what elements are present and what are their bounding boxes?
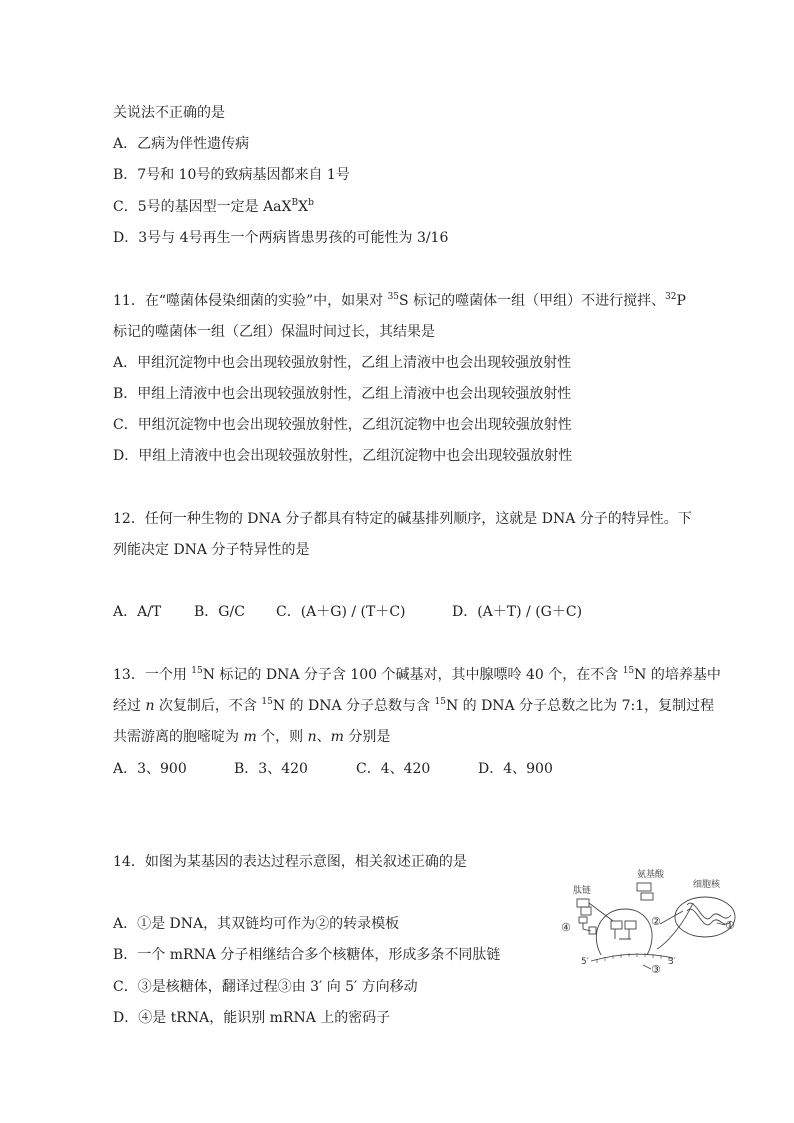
text: 次复制后，不含 [154, 698, 262, 714]
ribosome-outline [596, 909, 652, 955]
text: X [298, 199, 309, 215]
text: C．5号的基因型一定是 AaX [113, 199, 292, 215]
var: m [330, 729, 344, 745]
q11-option-d: D．甲组上清液中也会出现较强放射性，乙组沉淀物中也会出现较强放射性 [113, 448, 573, 464]
trna-stem [615, 929, 631, 939]
sup: 15 [434, 697, 446, 707]
q12-stem-line2: 列能决定 DNA 分子特异性的是 [113, 542, 310, 558]
var: n [145, 698, 155, 714]
q13-stem-line1 [113, 666, 721, 684]
q13-stem-line2 [113, 697, 714, 715]
q10-option-a: A．乙病为伴性遗传病 [113, 136, 250, 152]
q11-option-b: B．甲组上清液中也会出现较强放射性，乙组上清液中也会出现较强放射性 [113, 386, 572, 402]
sup: B [291, 198, 299, 208]
sup: 35 [387, 292, 400, 302]
q10-intro: 关说法不正确的是 [113, 105, 225, 121]
q13-stem-line3 [113, 728, 390, 746]
text: N 的 DNA 分子总数与含 [272, 698, 435, 714]
peptide-block [577, 899, 589, 907]
ribosome-subunit [625, 921, 636, 929]
q14-option-d: D．④是 tRNA，能识别 mRNA 上的密码子 [113, 1010, 391, 1026]
peptide-link [589, 903, 613, 921]
q12-option-c: C．(A＋G) / (T＋C) [276, 604, 406, 620]
label-peptide: 肽链 [573, 886, 592, 896]
label-3prime: 3′ [668, 957, 676, 967]
peptide-block [581, 907, 591, 915]
text: N 的 DNA 分子总数之比为 7:1，复制过程 [445, 698, 715, 714]
q12-stem-line1: 12．任何一种生物的 DNA 分子都具有特定的碱基排列顺序，这就是 DNA 分子的特异性。下 [113, 511, 692, 527]
trna-anticodon [579, 917, 587, 923]
q11-option-c: C．甲组沉淀物中也会出现较强放射性，乙组沉淀物中也会出现较强放射性 [113, 417, 572, 433]
amino-acid-block [637, 883, 651, 891]
text: 共需游离的胞嘧啶为 [113, 729, 244, 745]
var: m [243, 729, 257, 745]
q10-option-d: D．3号与 4号再生一个两病皆患男孩的可能性为 3/16 [113, 230, 449, 246]
q13-option-b: B．3、420 [234, 761, 308, 777]
q11-stem-line1 [113, 292, 686, 310]
sup: 15 [622, 666, 635, 676]
q12-option-a: A．A/T [113, 604, 162, 620]
leader-line-2 [660, 911, 683, 924]
text: N 标记的 DNA 分子含 100 个碱基对，其中腺嘌呤 40 个，在不含 [202, 667, 623, 683]
text: 分别是 [343, 729, 391, 745]
label-circle-3: ③ [651, 963, 661, 976]
q13-option-d: D．4、900 [478, 761, 553, 777]
q13-option-a: A．3、900 [113, 761, 187, 777]
label-circle-4: ④ [561, 921, 571, 934]
leader-line-3 [643, 965, 651, 969]
text: 11．在“噬菌体侵染细菌的实验”中，如果对 [113, 293, 388, 309]
q12-option-b: B．G/C [194, 604, 245, 620]
ribosome-subunit [611, 921, 622, 929]
nucleus-outline [675, 897, 735, 937]
q12-option-d: D．(A＋T) / (G＋C) [452, 604, 583, 620]
label-5prime: 5′ [581, 957, 589, 967]
gene-expression-diagram [555, 865, 745, 980]
label-amino-acid: 氨基酸 [637, 870, 665, 880]
text: 个，则 [256, 729, 308, 745]
var: n [307, 729, 317, 745]
text: N 的培养基中 [634, 667, 721, 683]
q13-option-c: C．4、420 [356, 761, 431, 777]
q14-stem: 14．如图为某基因的表达过程示意图，相关叙述正确的是 [113, 854, 467, 870]
label-circle-2: ② [651, 915, 661, 928]
text: 13．一个用 [113, 667, 192, 683]
q10-option-b: B．7号和 10号的致病基因都来自 1号 [113, 167, 350, 183]
text: 、 [316, 729, 331, 745]
sup: 15 [191, 666, 203, 676]
q11-option-a: A．甲组沉淀物中也会出现较强放射性，乙组上清液中也会出现较强放射性 [113, 355, 572, 371]
sup: 32 [665, 292, 677, 302]
q14-option-a: A．①是 DNA，其双链均可作为②的转录模板 [113, 916, 400, 932]
sup: 15 [261, 697, 273, 707]
q11-stem-line2: 标记的噬菌体一组（乙组）保温时间过长，其结果是 [113, 324, 435, 340]
amino-acid-block [641, 893, 653, 900]
q14-option-b: B．一个 mRNA 分子相继结合多个核糖体，形成多条不同肽链 [113, 947, 501, 963]
text: P [676, 293, 686, 309]
text: 经过 [113, 698, 146, 714]
label-circle-1: ① [725, 919, 735, 932]
q14-option-c: C．③是核糖体，翻译过程③由 3′ 向 5′ 方向移动 [113, 979, 418, 995]
text: S 标记的噬菌体一组（甲组）不进行搅拌、 [399, 293, 666, 309]
sup: b [308, 198, 314, 208]
label-nucleus: 细胞核 [693, 880, 721, 890]
q10-option-c [113, 198, 314, 216]
